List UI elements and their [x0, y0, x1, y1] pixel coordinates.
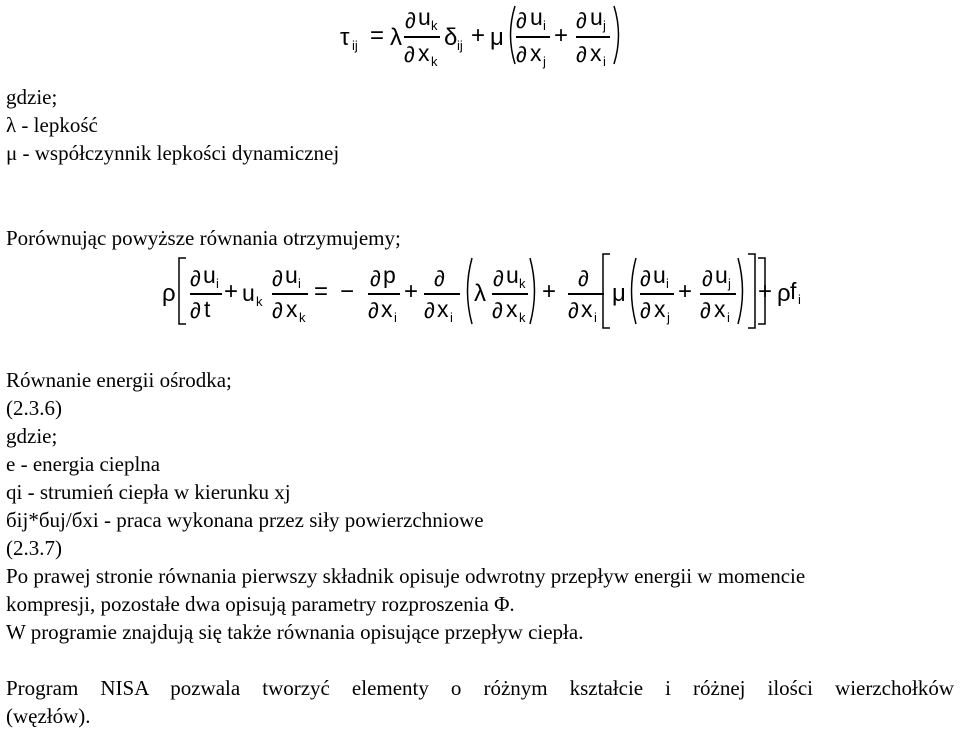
partial-symbol: ∂ [272, 266, 283, 291]
text-line-wezlow: (węzłów). [6, 704, 91, 728]
x-variable: x [506, 296, 518, 322]
text-line-lambda: λ - lepkość [6, 113, 98, 137]
fraction-bar [568, 293, 604, 295]
k-subscript: k [519, 276, 526, 291]
k-subscript: k [256, 294, 263, 309]
i-subscript: i [216, 276, 219, 291]
partial-symbol: ∂ [272, 298, 283, 323]
x-variable: x [530, 40, 542, 66]
i-subscript: i [603, 54, 606, 69]
j-subscript: j [543, 54, 546, 69]
u-variable: u [203, 262, 216, 288]
u-variable: u [506, 262, 519, 288]
left-paren [462, 256, 474, 326]
delta-subscript: ij [457, 38, 463, 53]
plus-sign: + [404, 278, 419, 305]
x-variable: x [714, 296, 726, 322]
plus-sign: + [554, 22, 569, 49]
plus-sign: + [471, 22, 486, 49]
mu-symbol: μ [612, 280, 626, 307]
partial-symbol: ∂ [568, 298, 579, 323]
t-variable: t [204, 296, 211, 322]
partial-symbol: ∂ [640, 298, 651, 323]
equation-number: (2.3.6) [6, 396, 62, 420]
tau-subscript: ij [352, 38, 358, 53]
partial-symbol: ∂ [700, 298, 711, 323]
lambda-symbol: λ [390, 24, 402, 51]
fraction-bar [700, 293, 736, 295]
f-variable: f [790, 278, 797, 304]
text-line-energia: e - energia cieplna [6, 452, 161, 476]
fraction-bar [190, 293, 222, 295]
partial-symbol: ∂ [404, 42, 415, 67]
delta-symbol: δ [444, 24, 458, 51]
partial-symbol: ∂ [702, 266, 713, 291]
partial-symbol: ∂ [190, 298, 201, 323]
rho-symbol: ρ [162, 280, 176, 307]
right-paren [528, 256, 540, 326]
text-line-w-programie: W programie znajdują się także równania opisujące przepływ ciepła. [6, 620, 584, 644]
i-subscript: i [450, 310, 453, 325]
j-subscript: j [728, 276, 731, 291]
i-subscript: i [798, 292, 801, 307]
text-line-kompresji: kompresji, pozostałe dwa opisują parametry rozproszenia Φ. [6, 592, 515, 616]
x-variable: x [437, 296, 449, 322]
partial-symbol: ∂ [370, 266, 381, 291]
u-variable: u [715, 262, 728, 288]
fraction-bar [492, 293, 528, 295]
x-variable: x [590, 40, 602, 66]
partial-symbol: ∂ [576, 8, 587, 33]
i-subscript: i [298, 276, 301, 291]
minus-sign: − [340, 278, 355, 305]
u-variable: u [653, 262, 666, 288]
k-subscript: k [519, 310, 526, 325]
i-subscript: i [666, 276, 669, 291]
right-paren [612, 4, 624, 66]
lambda-symbol: λ [474, 280, 486, 307]
i-subscript: i [594, 310, 597, 325]
u-variable: u [285, 262, 298, 288]
left-bracket [600, 252, 612, 330]
x-variable: x [418, 40, 430, 66]
fraction-bar [404, 36, 440, 38]
partial-symbol: ∂ [516, 42, 527, 67]
k-subscript: k [431, 54, 438, 69]
partial-symbol: ∂ [424, 298, 435, 323]
fraction-bar [272, 293, 308, 295]
j-subscript: j [667, 310, 670, 325]
text-line-po-prawej: Po prawej stronie równania pierwszy składnik opisuje odwrotny przepływ energii w momencie [6, 564, 806, 588]
rho-symbol: ρ [777, 280, 791, 307]
text-line-program-nisa: Program NISA pozwala tworzyć elementy o różnym kształcie i różnej ilości wierzchołków [6, 676, 954, 700]
i-subscript: i [543, 18, 546, 33]
plus-sign: + [542, 278, 557, 305]
text-line-mu: μ - współczynnik lepkości dynamicznej [6, 141, 340, 165]
mu-symbol: μ [490, 24, 504, 51]
k-subscript: k [299, 310, 306, 325]
text-line-praca: бij*бuj/бxi - praca wykonana przez siły powierzchniowe [6, 508, 484, 532]
left-bracket [176, 256, 188, 326]
i-subscript: i [727, 310, 730, 325]
partial-symbol: ∂ [516, 8, 527, 33]
partial-symbol: ∂ [576, 42, 587, 67]
k-subscript: k [431, 18, 438, 33]
tau-symbol: τ [340, 24, 350, 51]
i-subscript: i [394, 310, 397, 325]
x-variable: x [381, 296, 393, 322]
partial-symbol: ∂ [640, 266, 651, 291]
partial-symbol: ∂ [492, 298, 503, 323]
x-variable: x [286, 296, 298, 322]
partial-symbol: ∂ [434, 266, 445, 291]
x-variable: x [581, 296, 593, 322]
left-paren [626, 256, 638, 326]
u-variable: u [530, 4, 543, 30]
partial-symbol: ∂ [493, 266, 504, 291]
text-line-rownanie-energii: Równanie energii ośrodka; [6, 368, 232, 392]
partial-symbol: ∂ [190, 266, 201, 291]
u-variable: u [418, 4, 431, 30]
u-variable: u [590, 4, 603, 30]
j-subscript: j [603, 18, 606, 33]
equals-sign: = [314, 278, 329, 305]
partial-symbol: ∂ [405, 8, 416, 33]
text-line-strumien: qi - strumień ciepła w kierunku xj [6, 480, 291, 504]
plus-sign: + [758, 278, 773, 305]
u-variable: u [242, 280, 255, 306]
fraction-bar [516, 36, 550, 38]
plus-sign: + [678, 278, 693, 305]
equation-number: (2.3.7) [6, 536, 62, 560]
fraction-bar [424, 293, 460, 295]
fraction-bar [368, 293, 400, 295]
equals-sign: = [370, 22, 385, 49]
p-variable: p [383, 262, 396, 288]
text-line-gdzie: gdzie; [6, 85, 58, 109]
fraction-bar [640, 293, 674, 295]
text-line-porownujac: Porównując powyższe równania otrzymujemy; [6, 226, 401, 250]
text-line-gdzie: gdzie; [6, 424, 58, 448]
right-bracket [756, 256, 768, 326]
plus-sign: + [224, 278, 239, 305]
x-variable: x [654, 296, 666, 322]
fraction-bar [576, 36, 610, 38]
partial-symbol: ∂ [368, 298, 379, 323]
partial-symbol: ∂ [578, 266, 589, 291]
